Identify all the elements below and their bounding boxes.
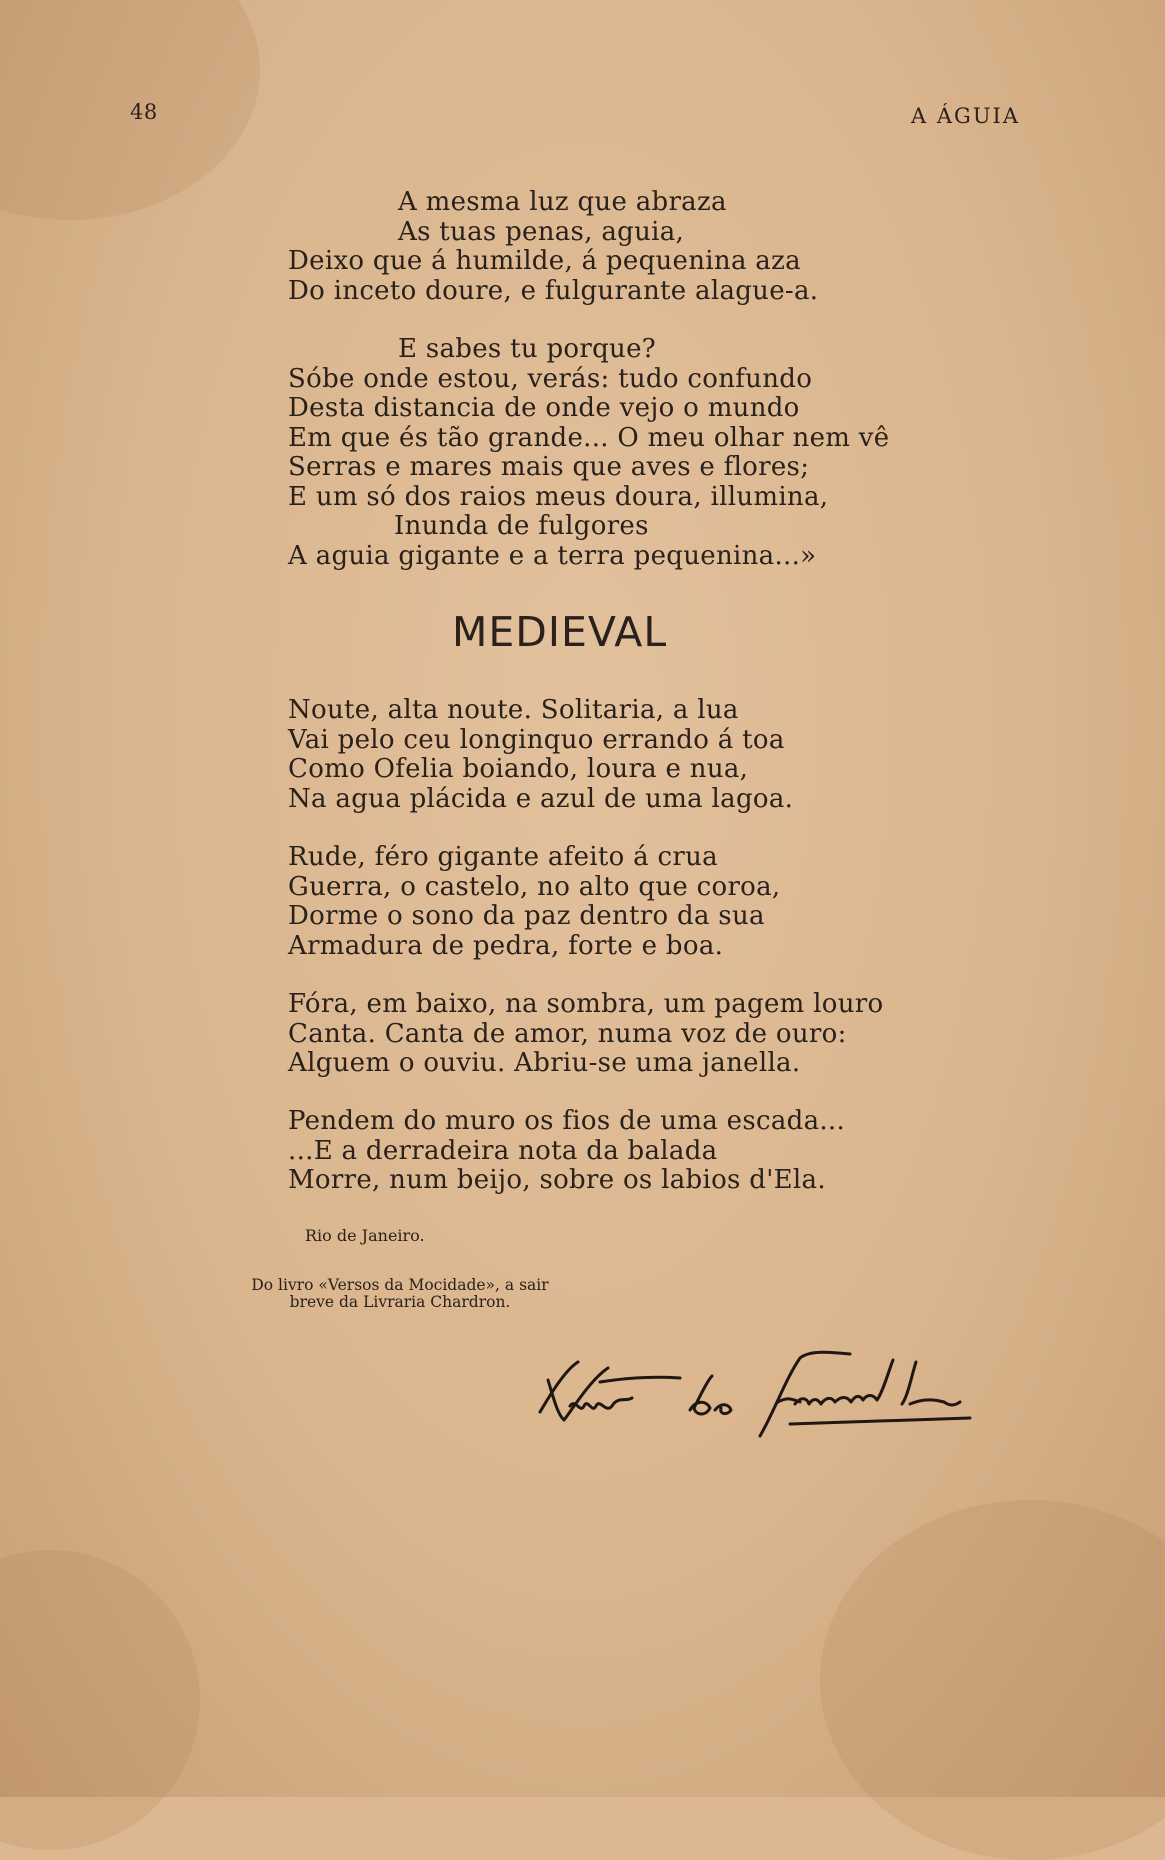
verse-line: Alguem o ouviu. Abriu-se uma janella. — [288, 1048, 801, 1078]
verse-line: Noute, alta noute. Solitaria, a lua — [288, 695, 739, 725]
book-note-line: Do livro «Versos da Mocidade», a sair — [251, 1276, 549, 1294]
journal-title: A ÁGUIA — [911, 104, 1020, 128]
verse-line: Fóra, em baixo, na sombra, um pagem louro — [288, 989, 884, 1019]
book-note-line: breve da Livraria Chardron. — [289, 1293, 511, 1311]
verse-line: Sóbe onde estou, verás: tudo confundo — [288, 363, 813, 394]
verse-line: Inunda de fulgores — [394, 511, 649, 541]
verse-line: A mesma luz que abraza — [398, 187, 727, 217]
verse-line: Canta. Canta de amor, numa voz de ouro: — [288, 1018, 847, 1049]
verse-line: Pendem do muro os fios de uma escada... — [288, 1106, 846, 1136]
poem-one-stanza-1 — [288, 188, 908, 306]
verse-line: E sabes tu porque? — [398, 334, 657, 364]
verse-line: Rude, féro gigante afeito á crua — [288, 842, 718, 872]
verse-line: Em que és tão grande... O meu olhar nem vê — [288, 422, 890, 453]
verse-line: Armadura de pedra, forte e boa. — [288, 930, 724, 961]
verse-line: E um só dos raios meus doura, illumina, — [288, 481, 829, 512]
verse-line: As tuas penas, aguia, — [398, 216, 685, 247]
verse-line: Na agua plácida e azul de uma lagoa. — [288, 783, 794, 814]
medieval-stanza-3 — [288, 990, 908, 1079]
poem-title: MEDIEVAL — [452, 608, 668, 656]
verse-line: Dorme o sono da paz dentro da sua — [288, 901, 765, 931]
verse-line: Desta distancia de onde vejo o mundo — [288, 393, 800, 423]
verse-line: Vai pelo ceu longinquo errando á toa — [288, 724, 785, 755]
verse-line: Do inceto doure, e fulgurante alague-a. — [288, 275, 819, 306]
medieval-stanza-4 — [288, 1107, 908, 1196]
verse-line: A aguia gigante e a terra pequenina...» — [288, 540, 817, 571]
author-signature — [530, 1340, 1010, 1440]
verse-line: Morre, num beijo, sobre os labios d'Ela. — [288, 1165, 826, 1195]
verse-line: Serras e mares mais que aves e flores; — [288, 452, 810, 482]
verse-line: ...E a derradeira nota da balada — [288, 1135, 718, 1166]
page-number: 48 — [130, 100, 158, 124]
book-note — [230, 1277, 570, 1311]
paper-stain — [0, 1550, 200, 1850]
verse-line: Como Ofelia boiando, loura e nua, — [288, 754, 749, 784]
medieval-stanza-2 — [288, 843, 908, 961]
paper-stain — [820, 1500, 1165, 1860]
medieval-stanza-1 — [288, 696, 908, 814]
poem-one-stanza-2 — [288, 335, 908, 571]
verse-line: Guerra, o castelo, no alto que coroa, — [288, 871, 781, 902]
place-of-writing: Rio de Janeiro. — [305, 1226, 425, 1245]
verse-line: Deixo que á humilde, á pequenina aza — [288, 246, 801, 276]
